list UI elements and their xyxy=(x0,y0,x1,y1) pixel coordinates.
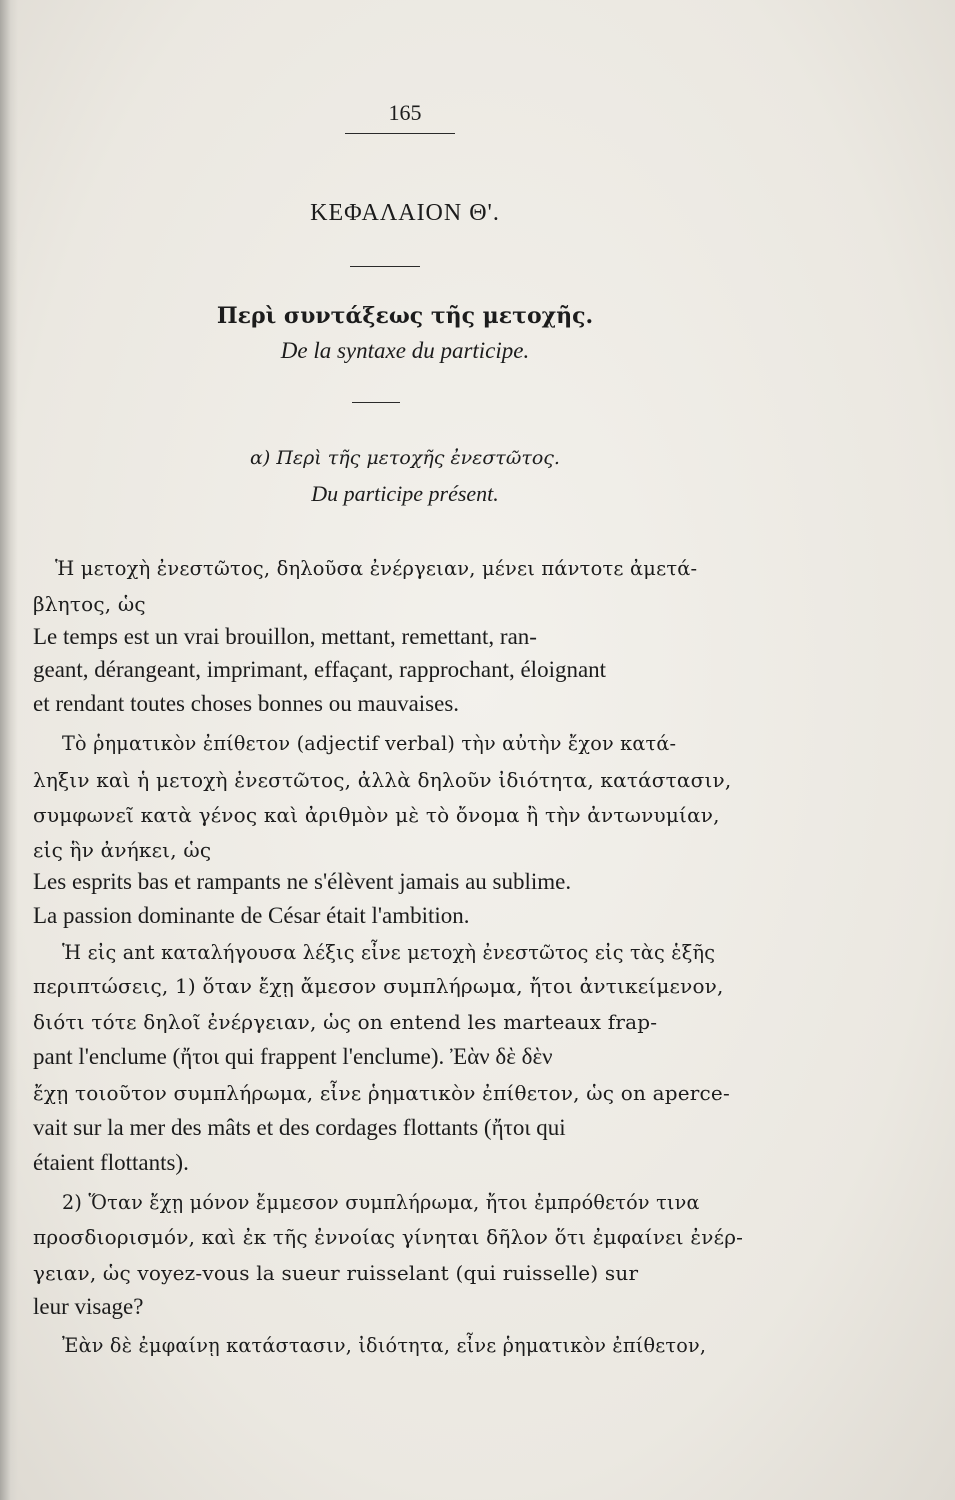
body-line: La passion dominante de César était l'ambition. xyxy=(33,903,470,928)
body-line: leur visage? xyxy=(33,1294,144,1319)
body-line: Ἐὰν δὲ ἐμφαίνῃ κατάστασιν, ἰδιότητα, εἶνε ῥηματικὸν ἐπίθετον, xyxy=(62,1333,707,1357)
body-line: προσδιορισμόν, καὶ ἐκ τῆς ἐννοίας γίνηται δῆλον ὅτι ἐμφαίνει ἐνέρ- xyxy=(33,1225,744,1249)
body-line: Les esprits bas et rampants ne s'élèvent jamais au sublime. xyxy=(33,869,572,894)
body-line: Le temps est un vrai brouillon, mettant, remettant, ran- xyxy=(33,624,537,649)
body-line: pant l'enclume (ἤτοι qui frappent l'enclume). Ἐὰν δὲ δὲν xyxy=(33,1044,553,1069)
chapter-rule xyxy=(350,266,420,267)
body-line: vait sur la mer des mâts et des cordages flottants (ἤτοι qui xyxy=(33,1115,566,1140)
subsection-title-greek: α) Περὶ τῆς μετοχῆς ἐνεστῶτος. xyxy=(250,447,560,469)
section-rule xyxy=(352,402,400,403)
body-line: ληξιν καὶ ἡ μετοχὴ ἐνεστῶτος, ἀλλὰ δηλοῦν ἰδιότητα, κατάστασιν, xyxy=(33,768,732,792)
chapter-title: ΚΕΦΑΛΑΙΟΝ Θ'. xyxy=(310,200,500,226)
body-line: 2) Ὅταν ἔχῃ μόνον ἔμμεσον συμπλήρωμα, ἤτοι ἐμπρόθετόν τινα xyxy=(62,1190,700,1214)
body-line: συμφωνεῖ κατὰ γένος καὶ ἀριθμὸν μὲ τὸ ὄνομα ἢ τὴν ἀντωνυμίαν, xyxy=(33,803,720,827)
body-line: geant, dérangeant, imprimant, effaçant, rapprochant, éloignant xyxy=(33,657,607,682)
body-line: Ἡ εἰς ant καταλήγουσα λέξις εἶνε μετοχὴ ἐνεστῶτος εἰς τὰς ἑξῆς xyxy=(62,940,716,964)
section-title-greek: Περὶ συντάξεως τῆς μετοχῆς. xyxy=(216,303,594,329)
body-line: Ἡ μετοχὴ ἐνεστῶτος, δηλοῦσα ἐνέργειαν, μένει πάντοτε ἀμετά- xyxy=(55,556,698,580)
subsection-title-french: Du participe présent. xyxy=(311,481,499,506)
body-line: εἰς ἣν ἀνήκει, ὡς xyxy=(33,838,212,862)
body-line: ἔχῃ τοιοῦτον συμπλήρωμα, εἶνε ῥηματικὸν ἐπίθετον, ὡς on aperce- xyxy=(33,1081,730,1105)
page-number-rule xyxy=(345,133,455,134)
page-number: 165 xyxy=(388,100,422,125)
body-line: et rendant toutes choses bonnes ou mauvaises. xyxy=(33,691,460,716)
body-line: γειαν, ὡς voyez-vous la sueur ruisselant (qui ruisselle) sur xyxy=(33,1261,639,1285)
body-line: βλητος, ὡς xyxy=(33,592,146,616)
body-line: διότι τότε δηλοῖ ἐνέργειαν, ὡς on entend les marteaux frap- xyxy=(33,1010,658,1034)
body-line: Τὸ ῥηματικὸν ἐπίθετον (adjectif verbal) τὴν αὐτὴν ἔχον κατά- xyxy=(62,731,677,755)
body-line: étaient flottants). xyxy=(33,1150,189,1175)
section-title-french: De la syntaxe du participe. xyxy=(280,338,530,363)
body-line: περιπτώσεις, 1) ὅταν ἔχῃ ἄμεσον συμπλήρωμα, ἤτοι ἀντικείμενον, xyxy=(33,974,724,998)
